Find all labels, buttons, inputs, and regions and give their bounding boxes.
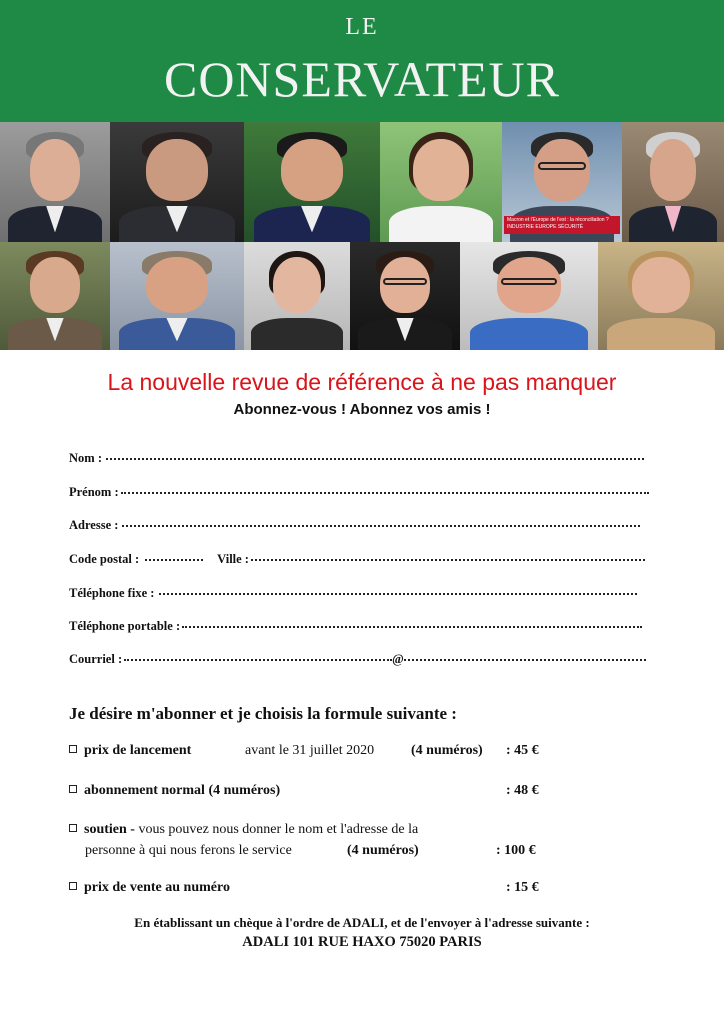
portrait-photo	[350, 242, 460, 350]
label-prenom: Prénom :	[69, 485, 119, 499]
portrait-photo	[460, 242, 598, 350]
portrait-photo	[0, 122, 110, 242]
portrait-photo	[598, 242, 724, 350]
option-price: : 48 €	[506, 783, 539, 798]
option-issues: (4 numéros)	[411, 743, 483, 758]
portrait-photo	[244, 122, 380, 242]
option-launch-price[interactable]	[69, 743, 191, 759]
subheadline: Abonnez-vous ! Abonnez vos amis !	[233, 401, 491, 418]
masthead	[0, 0, 724, 122]
option-label: soutien -	[84, 822, 135, 837]
formula-heading: Je désire m'abonner et je choisis la formule suivante :	[69, 704, 457, 723]
checkbox-icon[interactable]	[69, 785, 77, 793]
option-label: prix de vente au numéro	[84, 880, 230, 895]
option-issues: (4 numéros)	[347, 843, 419, 858]
at-sign: @	[392, 652, 404, 666]
field-nom[interactable]	[69, 451, 644, 466]
checkbox-icon[interactable]	[69, 882, 77, 890]
portrait-photo	[380, 122, 502, 242]
label-telephone-portable: Téléphone portable :	[69, 619, 181, 633]
payment-address: ADALI 101 RUE HAXO 75020 PARIS	[242, 934, 482, 950]
logo-small-text: LE	[345, 14, 379, 40]
portrait-photo	[0, 242, 110, 350]
field-telephone-portable[interactable]	[69, 619, 642, 634]
tv-caption-tags: INDUSTRIE EUROPE SÉCURITÉ	[507, 224, 584, 230]
portrait-photo	[110, 242, 244, 350]
label-ville: Ville :	[217, 552, 249, 566]
dotted-line-courriel-user[interactable]	[124, 658, 392, 661]
label-adresse: Adresse :	[69, 518, 119, 532]
option-support[interactable]	[69, 822, 418, 838]
option-normal-subscription[interactable]	[69, 783, 280, 799]
label-nom: Nom :	[69, 451, 102, 465]
field-telephone-fixe[interactable]	[69, 586, 637, 601]
label-telephone-fixe: Téléphone fixe :	[69, 586, 155, 600]
photo-mosaic	[0, 122, 724, 350]
payment-instructions: En établissant un chèque à l'ordre de ADALI, et de l'envoyer à l'adresse suivante :	[134, 915, 590, 930]
headline: La nouvelle revue de référence à ne pas manquer	[107, 369, 617, 395]
label-courriel: Courriel :	[69, 652, 123, 666]
checkbox-icon[interactable]	[69, 824, 77, 832]
option-detail-line-2: personne à qui nous ferons le service	[85, 843, 292, 858]
dotted-line-courriel-domain[interactable]	[404, 658, 646, 661]
option-price: : 100 €	[496, 843, 536, 858]
option-price: : 15 €	[506, 880, 539, 895]
dotted-line-ville[interactable]	[251, 558, 645, 561]
label-code-postal: Code postal :	[69, 552, 140, 566]
option-price: : 45 €	[506, 743, 539, 758]
tv-caption-banner	[504, 216, 620, 234]
dotted-line-prenom[interactable]	[121, 491, 649, 494]
dotted-line-telephone-portable[interactable]	[182, 625, 642, 628]
dotted-line-code-postal[interactable]	[145, 558, 203, 561]
field-courriel[interactable]	[69, 652, 646, 667]
dotted-line-nom[interactable]	[106, 457, 644, 460]
field-code-postal[interactable]	[69, 552, 645, 567]
option-single-issue[interactable]	[69, 880, 230, 896]
dotted-line-telephone-fixe[interactable]	[159, 592, 637, 595]
option-detail-line-1: vous pouvez nous donner le nom et l'adresse de la	[138, 822, 419, 837]
option-label: abonnement normal (4 numéros)	[84, 783, 281, 798]
portrait-photo	[502, 122, 622, 242]
dotted-line-adresse[interactable]	[122, 524, 640, 527]
field-prenom[interactable]	[69, 485, 649, 500]
field-adresse[interactable]	[69, 518, 640, 533]
option-detail: avant le 31 juillet 2020	[245, 743, 375, 758]
portrait-photo	[622, 122, 724, 242]
portrait-photo	[244, 242, 350, 350]
portrait-photo	[110, 122, 244, 242]
tv-caption-text: Macron et l'Europe de l'est : la réconciliation ?	[507, 217, 609, 223]
option-label: prix de lancement	[84, 743, 192, 758]
checkbox-icon[interactable]	[69, 745, 77, 753]
logo-title: CONSERVATEUR	[163, 51, 561, 107]
